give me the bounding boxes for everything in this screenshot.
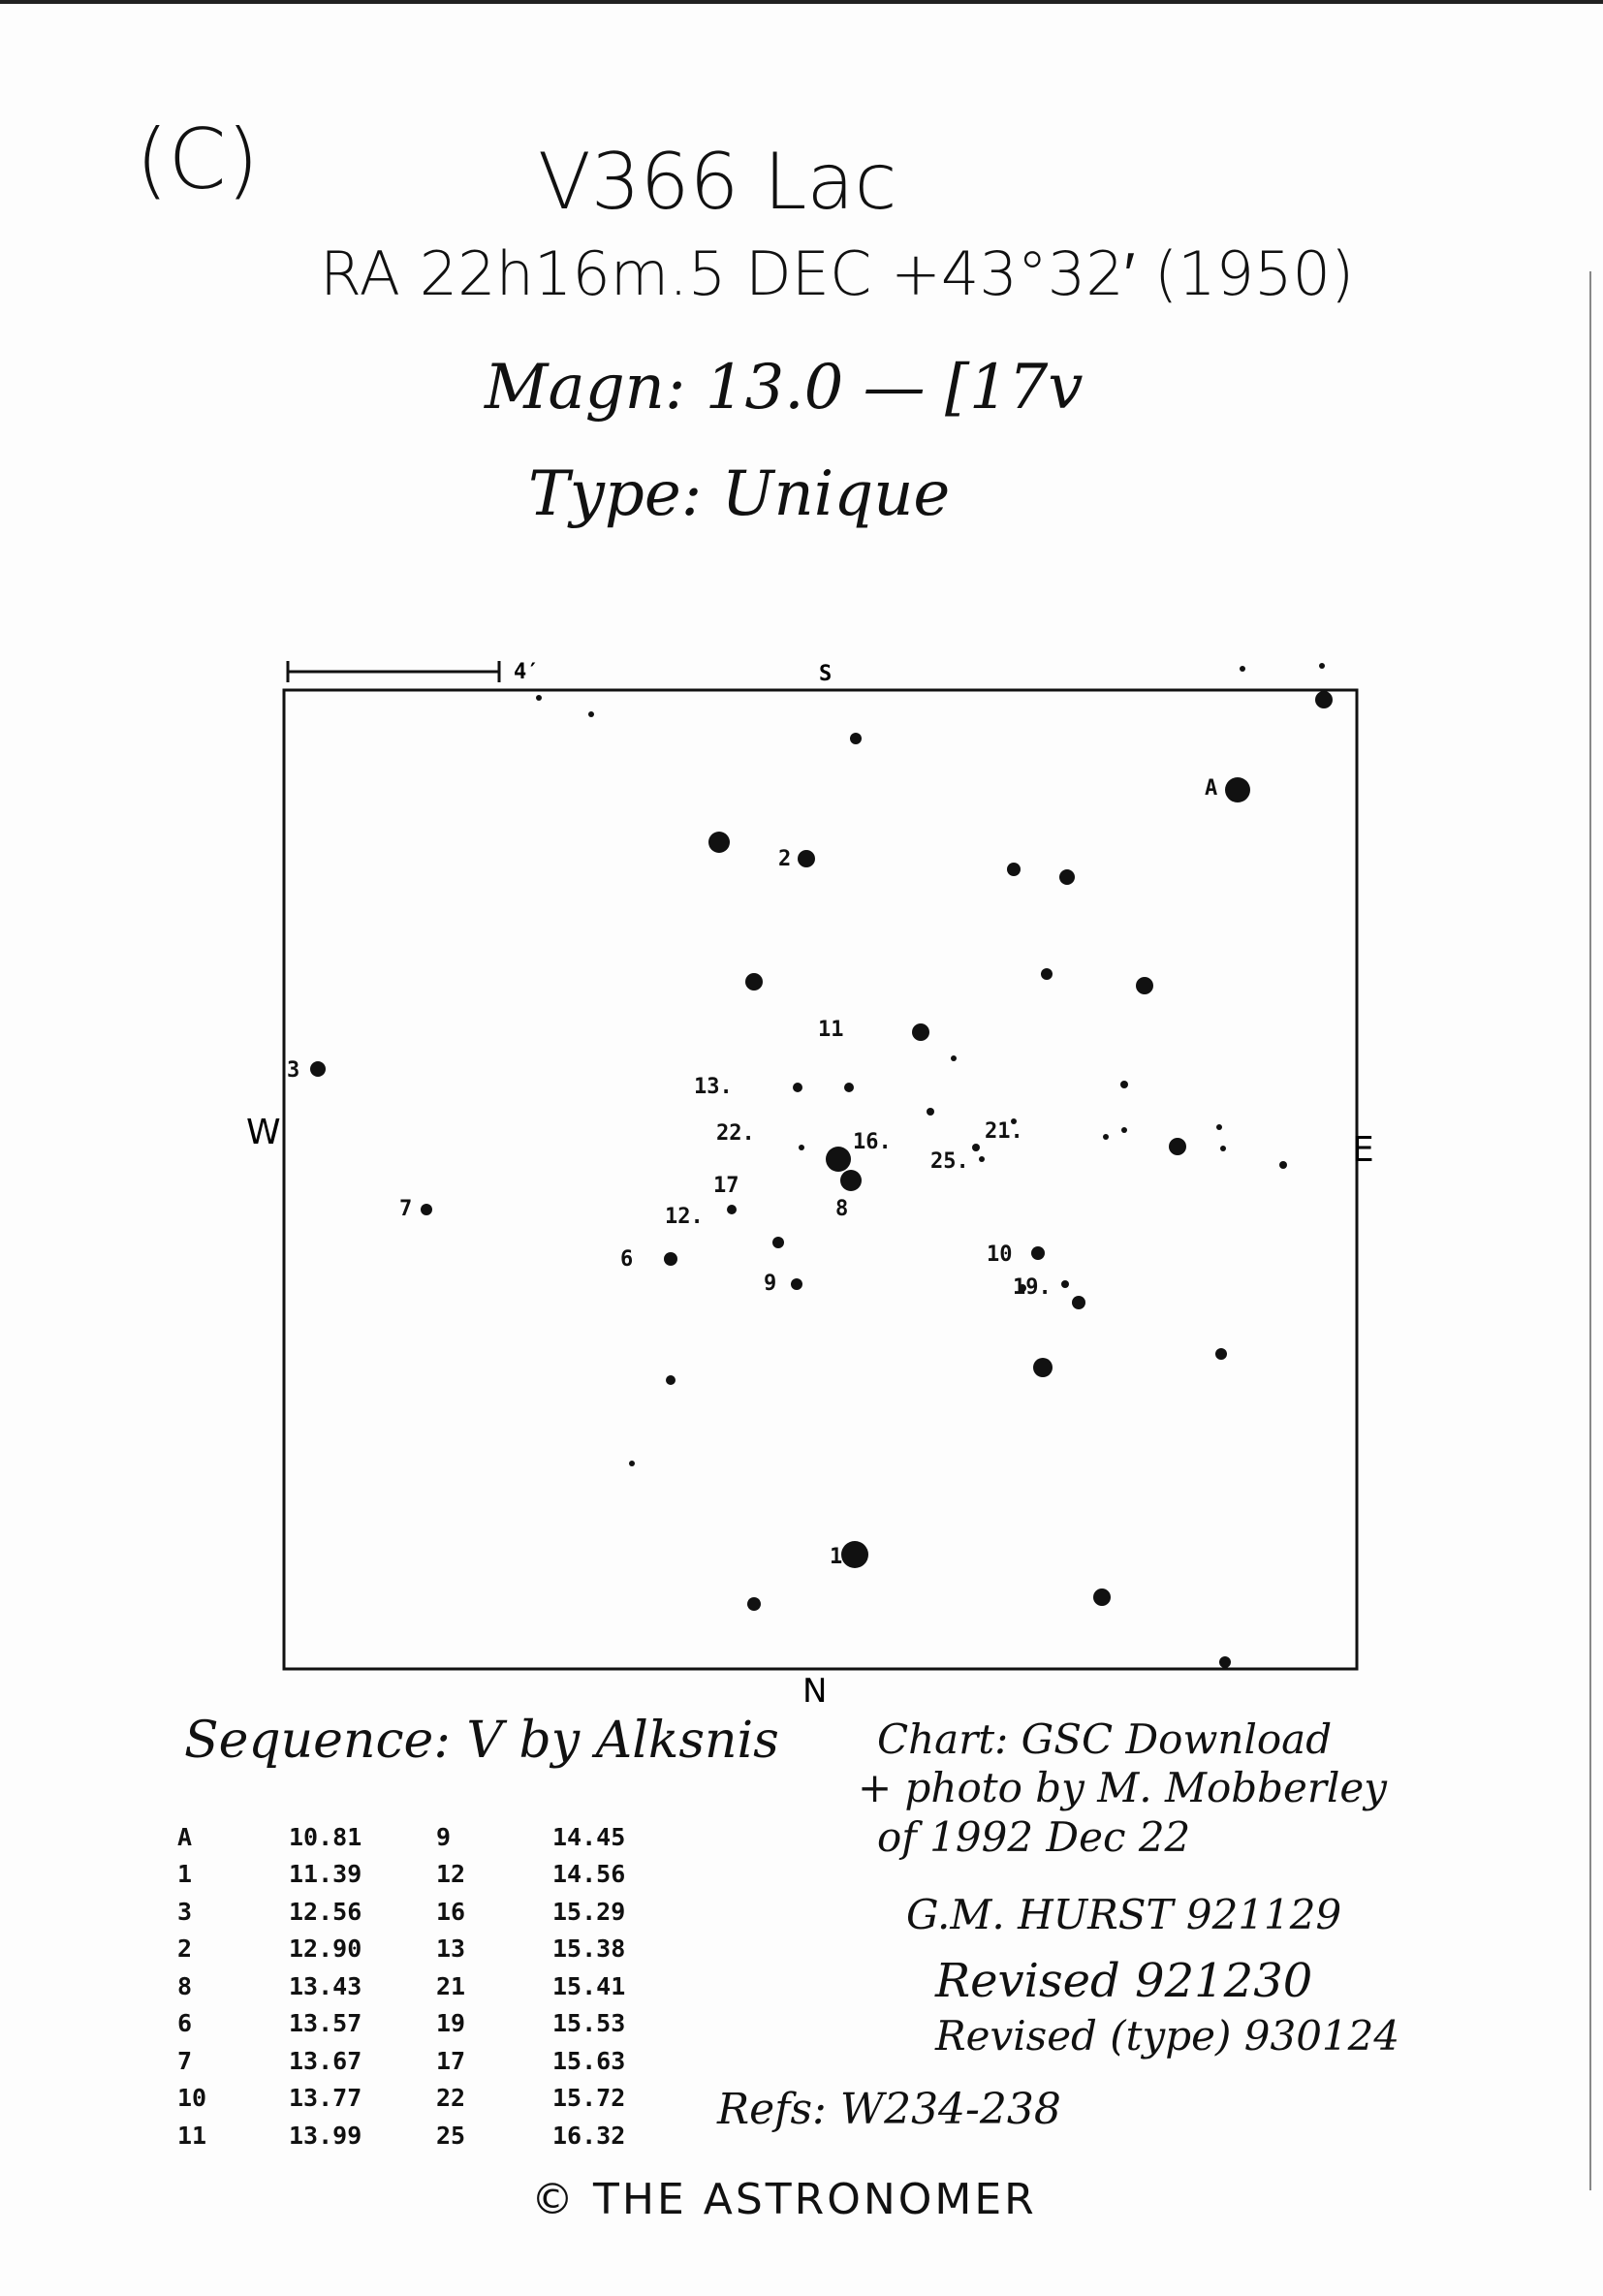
- coordinates: RA 22h16m.5 DEC +43°32′ (1950): [320, 238, 1355, 309]
- star-label: 16.: [853, 1130, 892, 1154]
- star: [1033, 1358, 1053, 1377]
- magnitude-range: Magn: 13.0 — [17v: [485, 352, 1084, 424]
- comp-star-id: 16: [436, 1897, 466, 1926]
- star-label: 13.: [694, 1075, 733, 1099]
- chart-credit-line: + photo by M. Mobberley: [858, 1764, 1387, 1812]
- comp-star-mag: 15.38: [552, 1934, 626, 1964]
- comp-star-mag: 14.45: [552, 1822, 626, 1851]
- direction-north: N: [802, 1672, 828, 1711]
- sequence-row: [177, 1931, 669, 1968]
- comp-star-id: 17: [436, 2046, 466, 2075]
- star-label: 8: [835, 1197, 849, 1221]
- sequence-row: [177, 2117, 669, 2154]
- copyright-notice: © THE ASTRONOMER: [531, 2175, 1037, 2224]
- star: [1093, 1588, 1111, 1606]
- references: Refs: W234-238: [717, 2085, 1061, 2134]
- star: [666, 1375, 676, 1385]
- comp-star-mag: 16.32: [552, 2121, 626, 2150]
- star: [1061, 1280, 1069, 1288]
- revised-type-line: Revised (type) 930124: [935, 2012, 1400, 2060]
- comp-star-id: 1: [177, 1860, 193, 1889]
- star-name: V366 Lac: [538, 137, 897, 227]
- comp-star-id: 25: [436, 2121, 466, 2150]
- star-labels: [287, 776, 1217, 1569]
- variable-type: Type: Unique: [528, 458, 951, 530]
- star-label: 22.: [716, 1121, 755, 1146]
- comp-star-mag: 12.90: [289, 1934, 362, 1964]
- star-field: [310, 663, 1333, 1668]
- comp-star-id: 22: [436, 2084, 466, 2113]
- sequence-row: [177, 1818, 669, 1856]
- comp-star-id: 2: [177, 1934, 193, 1964]
- sequence-table: [177, 1818, 669, 2154]
- star: [826, 1147, 851, 1172]
- comp-star-mag: 15.29: [552, 1897, 626, 1926]
- star-label: 2: [778, 847, 792, 871]
- comp-star-id: 6: [177, 2009, 193, 2038]
- star: [1041, 968, 1053, 980]
- star: [708, 832, 730, 853]
- star: [1215, 1348, 1227, 1360]
- star: [421, 1204, 432, 1215]
- star: [844, 1083, 854, 1092]
- star: [798, 850, 815, 867]
- chart-credit-line: of 1992 Dec 22: [877, 1812, 1191, 1861]
- comp-star-mag: 13.57: [289, 2009, 362, 2038]
- comp-star-id: 10: [177, 2084, 207, 2113]
- star: [841, 1541, 868, 1568]
- star: [927, 1108, 934, 1116]
- star: [536, 695, 542, 701]
- direction-west: W: [246, 1113, 281, 1152]
- star-label: A: [1205, 776, 1218, 801]
- star: [1007, 863, 1021, 876]
- comp-star-id: 13: [436, 1934, 466, 1964]
- comp-star-mag: 11.39: [289, 1860, 362, 1889]
- sequence-row: [177, 1967, 669, 2005]
- comp-star-mag: 13.67: [289, 2046, 362, 2075]
- star-label: 7: [399, 1197, 413, 1221]
- comp-star-mag: 15.72: [552, 2084, 626, 2113]
- star: [727, 1205, 737, 1214]
- star: [588, 711, 594, 717]
- comp-star-mag: 14.56: [552, 1860, 626, 1889]
- comp-star-id: 8: [177, 1971, 193, 2000]
- comp-star-mag: 15.63: [552, 2046, 626, 2075]
- star: [793, 1083, 802, 1092]
- comp-star-mag: 13.43: [289, 1971, 362, 2000]
- star: [840, 1170, 862, 1191]
- comp-star-mag: 13.77: [289, 2084, 362, 2113]
- star-label: 25.: [930, 1149, 969, 1174]
- star-label: 21.: [985, 1119, 1023, 1144]
- comp-star-id: 11: [177, 2121, 207, 2150]
- star-label: 3: [287, 1058, 300, 1083]
- star: [1279, 1161, 1287, 1169]
- comp-star-id: 7: [177, 2046, 193, 2075]
- star: [1315, 691, 1333, 708]
- comp-star-id: 3: [177, 1897, 193, 1926]
- star: [1121, 1127, 1127, 1133]
- star: [772, 1237, 784, 1248]
- star: [1219, 1656, 1231, 1668]
- comp-star-id: 12: [436, 1860, 466, 1889]
- chart-credit: [858, 1715, 1387, 1862]
- star-label: 11: [818, 1018, 844, 1042]
- comp-star-mag: 10.81: [289, 1822, 362, 1851]
- star: [951, 1055, 957, 1061]
- comp-star-id: 19: [436, 2009, 466, 2038]
- star: [1319, 663, 1325, 669]
- comp-star-id: 21: [436, 1971, 466, 2000]
- star: [664, 1252, 677, 1266]
- sequence-row: [177, 1856, 669, 1894]
- star: [1136, 977, 1153, 994]
- scale-bar: [288, 661, 499, 682]
- star: [799, 1145, 804, 1150]
- star: [1216, 1124, 1222, 1130]
- star: [972, 1144, 980, 1151]
- chart-id: (C): [136, 111, 260, 208]
- star: [1072, 1296, 1085, 1309]
- comp-star-mag: 15.41: [552, 1971, 626, 2000]
- author-line: G.M. HURST 921129: [906, 1891, 1342, 1938]
- star: [1103, 1134, 1109, 1140]
- scale-label: 4′: [514, 660, 540, 684]
- star: [629, 1461, 635, 1466]
- comp-star-mag: 12.56: [289, 1897, 362, 1926]
- sequence-title: Sequence: V by Alksnis: [184, 1712, 779, 1770]
- comp-star-id: A: [177, 1822, 193, 1851]
- star: [1240, 666, 1245, 672]
- comp-star-id: 9: [436, 1822, 452, 1851]
- sequence-row: [177, 1893, 669, 1931]
- star: [1169, 1138, 1186, 1155]
- star: [1225, 777, 1250, 802]
- star: [310, 1061, 326, 1077]
- direction-east: E: [1352, 1130, 1374, 1170]
- star: [745, 973, 763, 991]
- star: [747, 1597, 761, 1611]
- star-label: 10: [987, 1242, 1013, 1267]
- comp-star-mag: 15.53: [552, 2009, 626, 2038]
- star: [1220, 1146, 1226, 1151]
- star: [912, 1023, 929, 1041]
- chart-frame: [284, 690, 1357, 1669]
- sequence-row: [177, 2080, 669, 2118]
- star-label: 1: [830, 1545, 843, 1569]
- sequence-row: [177, 2005, 669, 2043]
- star: [1120, 1081, 1128, 1088]
- direction-south: S: [819, 662, 833, 686]
- star-label: 19.: [1013, 1275, 1052, 1300]
- star-label: 17: [713, 1174, 739, 1198]
- star: [850, 733, 862, 744]
- star-label: 6: [620, 1247, 634, 1272]
- sequence-row: [177, 2042, 669, 2080]
- star: [791, 1278, 802, 1290]
- star-label: 9: [764, 1272, 777, 1296]
- chart-credit-line: Chart: GSC Download: [877, 1715, 1333, 1763]
- revised-line: Revised 921230: [935, 1954, 1313, 2008]
- star-label: 12.: [665, 1205, 704, 1229]
- comp-star-mag: 13.99: [289, 2121, 362, 2150]
- star: [979, 1156, 985, 1162]
- star: [1031, 1246, 1045, 1260]
- star: [1059, 869, 1075, 885]
